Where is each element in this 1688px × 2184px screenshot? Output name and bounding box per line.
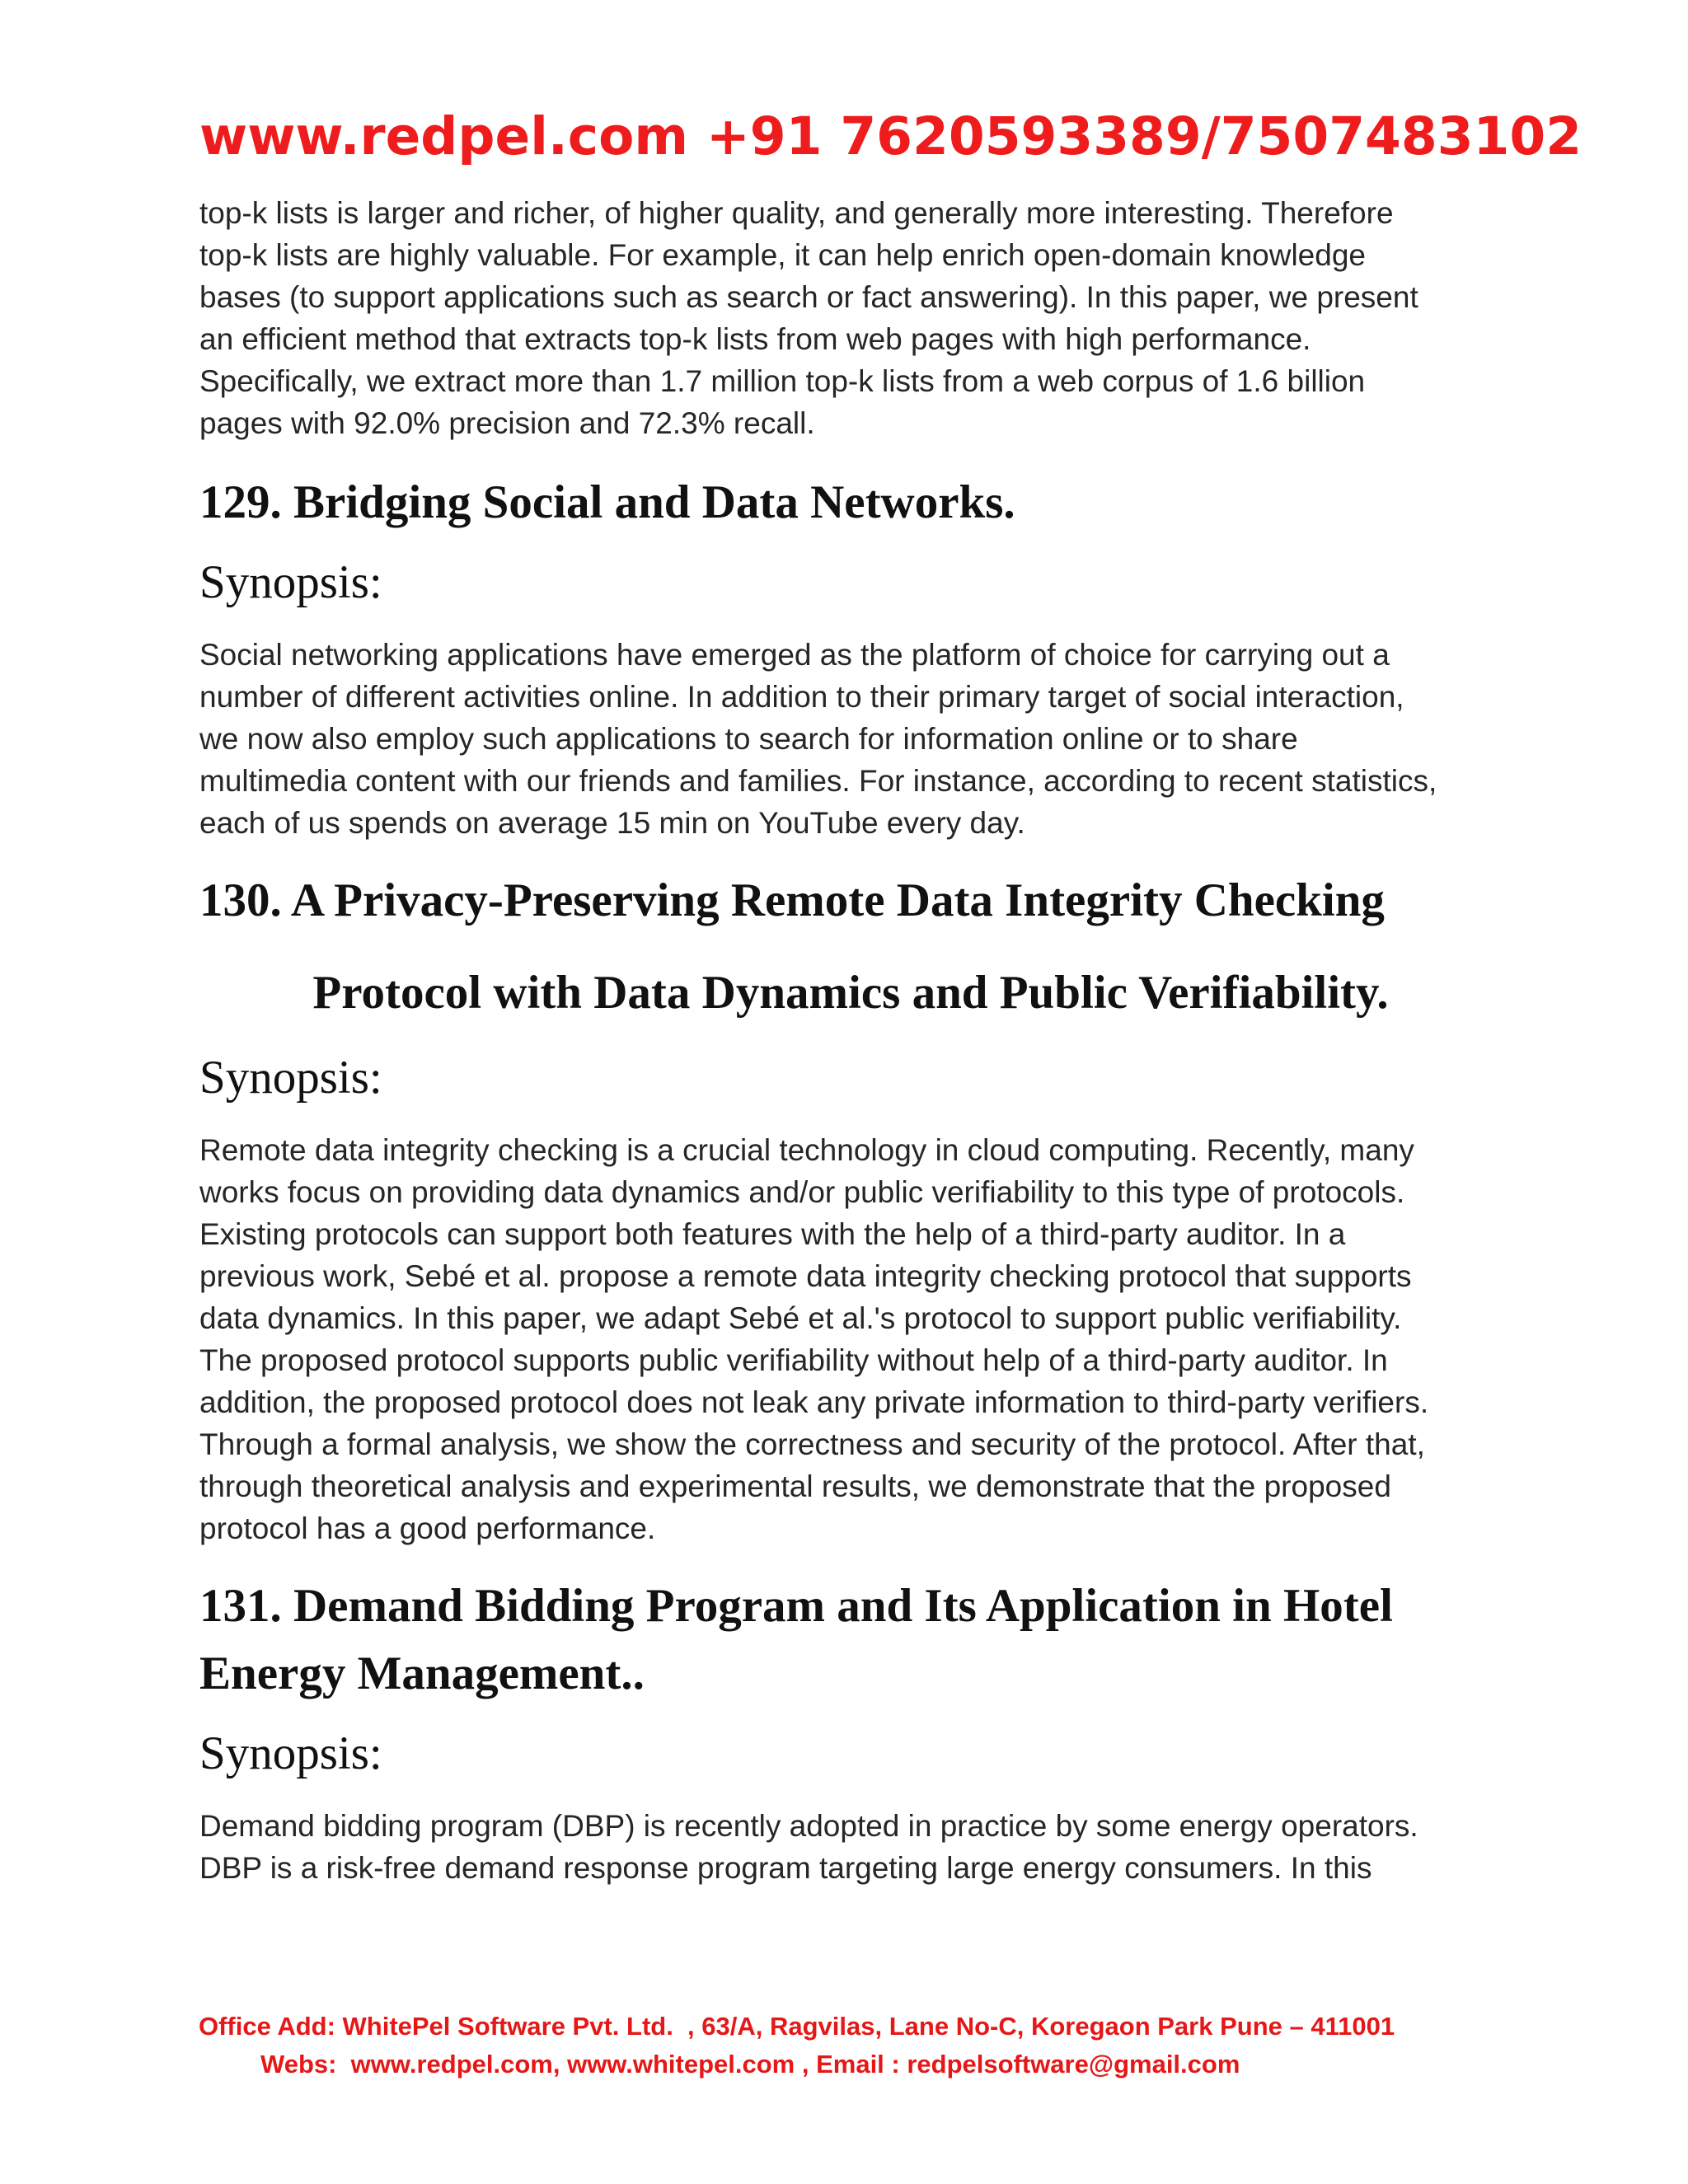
intro-paragraph: top-k lists is larger and richer, of higher quality, and generally more interesting. Therefore top-k lists are highly valuable. For example, it can help enrich open-domain knowledge bases (to support applications such as search or fact answering). In this paper, we present an efficient method that extracts top-k lists from web pages with high performance. Specifically, we extract more than 1.7 million top-k lists from a web corpus of 1.6 billion pages with 92.0% precision and 72.3% recall.: [199, 196, 1418, 440]
synopsis-text: Demand bidding program (DBP) is recently adopted in practice by some energy operators. DBP is a risk-free demand response program targeting large energy consumers. In this: [199, 1809, 1418, 1885]
page-content: [199, 192, 1502, 1889]
section-131: [199, 1572, 1502, 1889]
section-title-line2: Energy Management..: [199, 1647, 645, 1699]
office-footer: [0, 2008, 1688, 2083]
synopsis-label: Synopsis:: [199, 1052, 382, 1104]
synopsis-text: Remote data integrity checking is a crucial technology in cloud computing. Recently, many works focus on providing data dynamics and/or public verifiability to this type of protocols. Existing protocols can support both features with the help of a third-party auditor. In a previous work, Sebé et al. propose a remote data integrity checking protocol that supports data dynamics. In this paper, we adapt Sebé et al.'s protocol to support public verifiability. The proposed protocol supports public verifiability without help of a third-party auditor. In addition, the proposed protocol does not leak any private information to third-party verifiers. Through a formal analysis, we show the correctness and security of the protocol. After that, through theoretical analysis and experimental results, we demonstrate that the proposed protocol has a good performance.: [199, 1133, 1429, 1545]
section-title: 129. Bridging Social and Data Networks.: [199, 476, 1015, 528]
contact-header: www.redpel.com +91 7620593389/7507483102: [199, 106, 1582, 166]
synopsis-label: Synopsis:: [199, 1727, 382, 1779]
synopsis-text: Social networking applications have emerged as the platform of choice for carrying out a number of different activities online. In addition to their primary target of social interaction, we now also employ such applications to search for information online or to share multimedia content with our friends and families. For instance, according to recent statistics, each of us spends on average 15 min on YouTube every day.: [199, 638, 1437, 840]
section-title-line1: 131. Demand Bidding Program and Its Application in Hotel: [199, 1580, 1393, 1632]
section-title-line1: 130. A Privacy-Preserving Remote Data Integrity Checking: [199, 874, 1385, 926]
section-title-line2: Protocol with Data Dynamics and Public Verifiability.: [312, 967, 1389, 1019]
section-129: [199, 469, 1502, 844]
section-130: [199, 867, 1502, 1549]
footer-web-links: Webs: www.redpel.com, www.whitepel.com , Email : redpelsoftware@gmail.com: [260, 2050, 1240, 2079]
synopsis-label: Synopsis:: [199, 556, 382, 608]
footer-office-address: Office Add: WhitePel Software Pvt. Ltd. , 63/A, Ragvilas, Lane No-C, Koregaon Park Pune – 411001: [199, 2012, 1395, 2041]
